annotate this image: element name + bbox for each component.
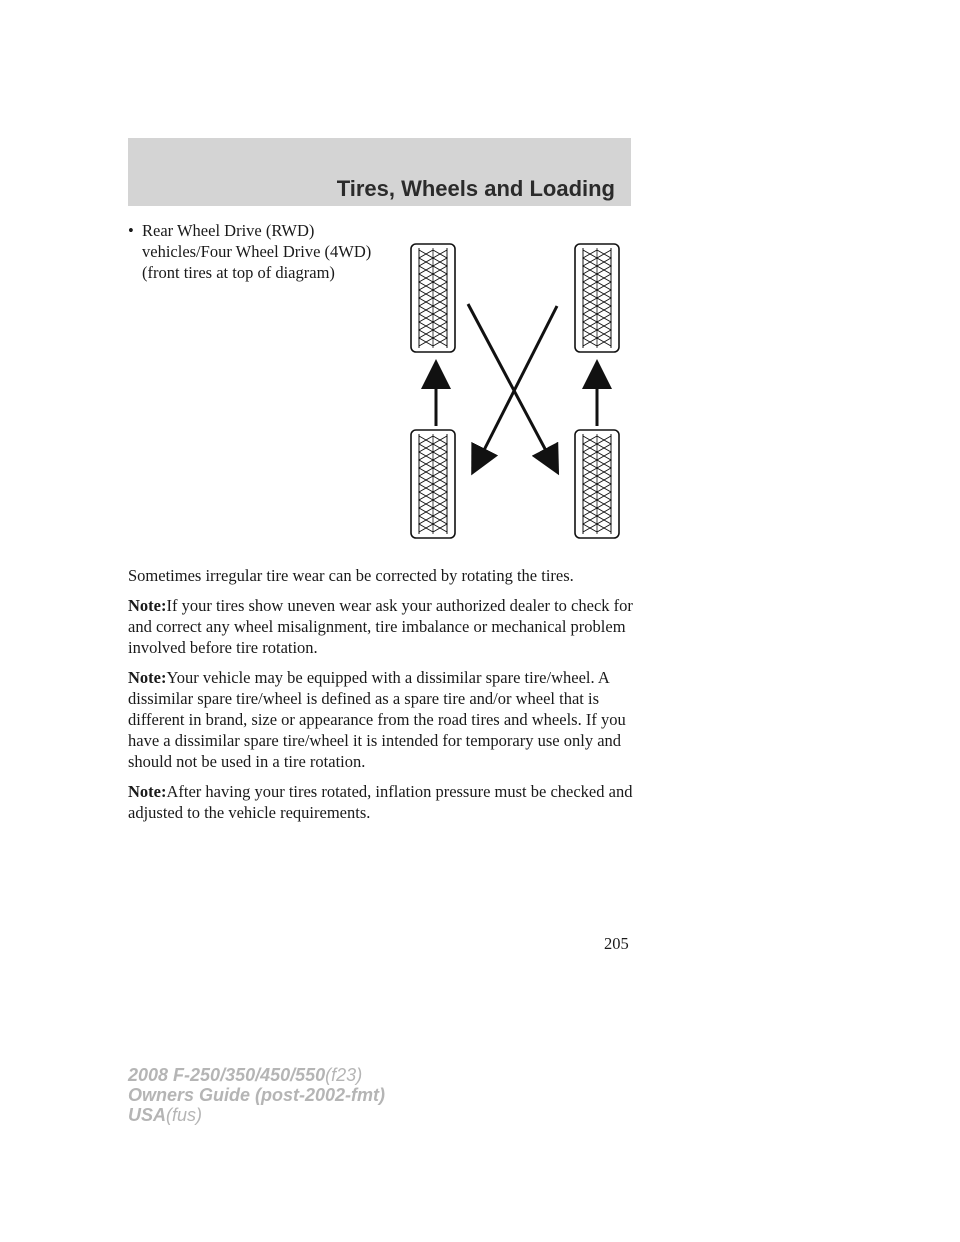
note-label: Note: — [128, 668, 167, 687]
tire-rear-right — [575, 430, 619, 538]
footer-model-code: (f23) — [325, 1065, 363, 1085]
tire-rear-left — [411, 430, 455, 538]
footer-model: 2008 F-250/350/450/550 — [128, 1065, 326, 1085]
note-paragraph-2 — [128, 667, 638, 772]
footer-line-2 — [128, 1085, 385, 1105]
footer-market-code: (fus) — [166, 1105, 203, 1125]
bullet-line-1: Rear Wheel Drive (RWD) — [142, 221, 315, 240]
note-label: Note: — [128, 596, 167, 615]
footer-line-1 — [128, 1065, 385, 1085]
arrow-front-right-to-rear-left — [478, 306, 557, 462]
arrow-front-left-to-rear-right — [468, 304, 552, 462]
tire-rotation-diagram — [400, 236, 630, 546]
header-band — [128, 138, 631, 206]
section-title: Tires, Wheels and Loading — [336, 176, 615, 201]
page-number: 205 — [604, 934, 629, 953]
tire-front-left — [411, 244, 455, 352]
tire-front-right — [575, 244, 619, 352]
footer-line-3 — [128, 1105, 385, 1125]
note-text: If your tires show uneven wear ask your authorized dealer to check for and correct any wheel misalignment, tire imbalance or mechanical problem involved before tire rotation. — [128, 596, 633, 657]
note-paragraph-1 — [128, 595, 638, 658]
bullet-mark: • — [128, 221, 134, 240]
body-text — [128, 565, 638, 832]
intro-paragraph: Sometimes irregular tire wear can be corrected by rotating the tires. — [128, 566, 574, 585]
bullet-text — [142, 220, 392, 283]
note-paragraph-3 — [128, 781, 638, 823]
footer — [128, 1065, 385, 1125]
bullet-line-2: vehicles/Four Wheel Drive (4WD) — [142, 242, 372, 261]
footer-guide: Owners Guide (post-2002-fmt) — [128, 1085, 386, 1105]
note-text: After having your tires rotated, inflation pressure must be checked and adjusted to the vehicle requirements. — [128, 782, 633, 822]
footer-market: USA — [128, 1105, 167, 1125]
bullet-line-3: (front tires at top of diagram) — [142, 263, 335, 282]
note-label: Note: — [128, 782, 167, 801]
note-text: Your vehicle may be equipped with a dissimilar spare tire/wheel. A dissimilar spare tire/wheel is defined as a spare tire and/or wheel that is different in brand, size or appearance from the road tires and wheels. If you have a dissimilar spare tire/wheel it is intended for temporary use only and should not be used in a tire rotation. — [128, 668, 626, 771]
